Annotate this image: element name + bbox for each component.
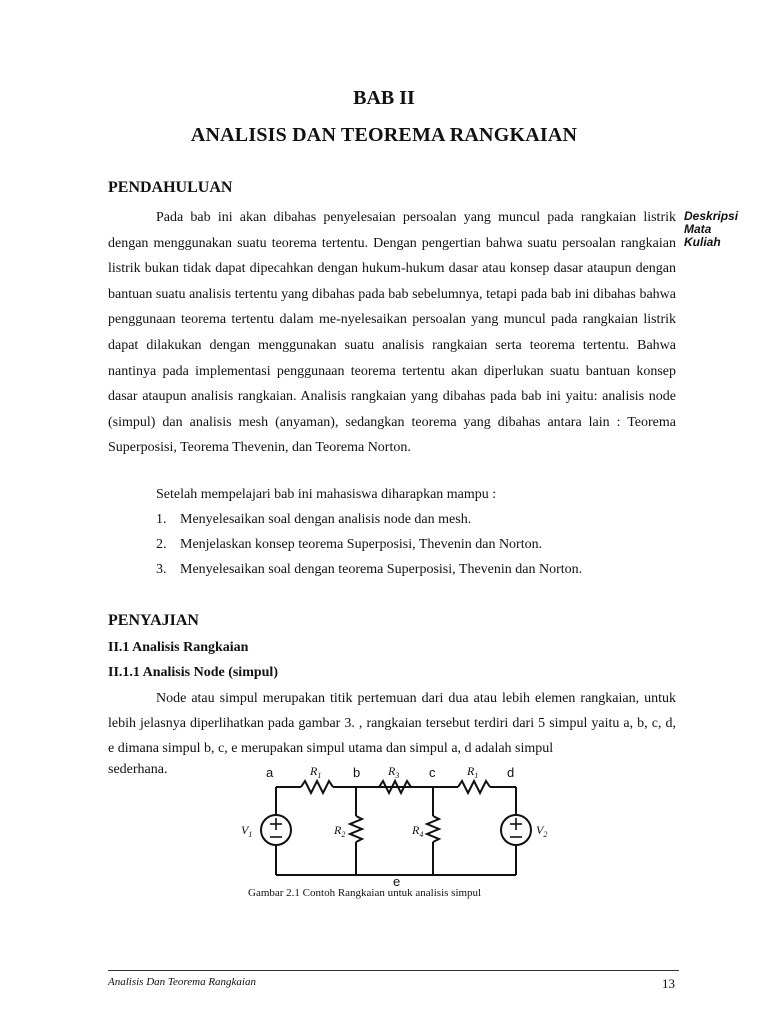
svg-text:R2 <box>333 823 345 839</box>
resistor-r2 <box>350 816 362 842</box>
label-r1-sub: 1 <box>317 771 322 780</box>
figure-caption: Gambar 2.1 Contoh Rangkaian untuk analisis simpul <box>248 887 482 899</box>
side-note-line: Mata <box>684 222 712 236</box>
list-item-text: Menyelesaikan soal dengan teorema Superposisi, Thevenin dan Norton. <box>180 562 583 577</box>
page-number: 13 <box>662 976 675 991</box>
node-label-a: a <box>266 765 274 780</box>
list-item <box>156 562 582 578</box>
side-note-line: Kuliah <box>684 235 721 249</box>
node-label-b: b <box>353 765 361 780</box>
list-item <box>156 512 471 528</box>
node-label-d: d <box>507 765 515 780</box>
svg-text:R3 <box>387 764 399 780</box>
svg-text:R1 <box>309 764 321 780</box>
section-heading-pendahuluan: PENDAHULUAN <box>108 179 233 196</box>
footer-title: Analisis Dan Teorema Rangkaian <box>108 976 256 988</box>
label-r2: R <box>334 823 342 837</box>
label-r2-sub: 2 <box>341 830 346 839</box>
svg-text:V1 <box>241 823 252 839</box>
side-note <box>684 210 738 249</box>
footer-divider <box>108 970 679 971</box>
label-r1b-sub: 1 <box>474 771 479 780</box>
subsubsection-heading: II.1.1 Analisis Node (simpul) <box>108 665 278 680</box>
chapter-title: ANALISIS DAN TEOREMA RANGKAIAN <box>190 124 578 146</box>
node-paragraph-tail: sederhana. <box>108 762 168 777</box>
node-paragraph: Node atau simpul merupakan titik pertemuan dari dua atau lebih elemen rangkaian, untuk lebih jelasnya diperlihatkan pada gambar 3. , rangkaian tersebut terdiri dari 5 simpul yaitu a, b, c, d, e dimana simpul b, c, e merupakan simpul utama dan simpul a, d adalah simpul <box>108 691 676 756</box>
node-label-e: e <box>393 874 401 889</box>
label-v1: V <box>241 823 249 837</box>
svg-text:R4 <box>411 823 423 839</box>
svg-text:V2 <box>536 823 547 839</box>
svg-text:R1 <box>466 764 478 780</box>
label-r3-sub: 3 <box>395 771 400 780</box>
label-r1b: R <box>467 764 475 778</box>
section-heading-penyajian: PENYAJIAN <box>108 612 199 629</box>
label-v2-sub: 2 <box>543 830 548 839</box>
list-item-text: Menyelesaikan soal dengan analisis node dan mesh. <box>180 512 472 527</box>
list-item-number: 1. <box>156 512 167 527</box>
label-r4-sub: 4 <box>419 830 424 839</box>
list-item-number: 2. <box>156 537 167 552</box>
intro-paragraph: Pada bab ini akan dibahas penyelesaian persoalan yang muncul pada rangkaian listrik dengan menggunakan suatu teorema tertentu. Dengan pengertian bahwa suatu persoalan rangkaian listrik bukan tidak dapat dipecahkan dengan hukum-hukum dasar atau konsep dasar ataupun dengan bantuan suatu analisis tertentu yang dibahas pada bab sebelumnya, tetapi pada bab ini dibahas bahwa penggunaan teorema tertentu dalam me-nyelesaikan persoalan yang muncul pada rangkaian listrik dapat dilakukan dengan menggunakan suatu analisis rangkaian serta teorema tertentu. Bahwa nantinya pada implementasi penggunaan teorema tertentu akan diperlukan suatu bantuan konsep dasar ataupun analisis rangkaian. Analisis rangkaian yang dibahas pada bab ini yaitu: analisis node (simpul) dan analisis mesh (anyaman), sedangkan teorema yang dibahas antara lain : Teorema Superposisi, Teorema Thevenin, dan Teorema Norton. <box>108 210 676 456</box>
label-v1-sub: 1 <box>248 830 253 839</box>
objectives-intro: Setelah mempelajari bab ini mahasiswa diharapkan mampu : <box>156 487 497 502</box>
side-note-line: Deskripsi <box>684 209 739 223</box>
label-r1: R <box>310 764 318 778</box>
circuit-diagram <box>236 760 556 890</box>
subsection-heading: II.1 Analisis Rangkaian <box>108 640 249 655</box>
list-item-text: Menjelaskan konsep teorema Superposisi, Thevenin dan Norton. <box>180 537 543 552</box>
label-r3: R <box>388 764 396 778</box>
node-label-c: c <box>429 765 436 780</box>
chapter-number: BAB II <box>353 87 415 109</box>
label-v2: V <box>536 823 544 837</box>
resistor-r4-top <box>458 781 490 793</box>
label-r4: R <box>412 823 420 837</box>
list-item <box>156 537 542 553</box>
list-item-number: 3. <box>156 562 167 577</box>
resistor-r1 <box>301 781 333 793</box>
resistor-r4 <box>427 816 439 842</box>
